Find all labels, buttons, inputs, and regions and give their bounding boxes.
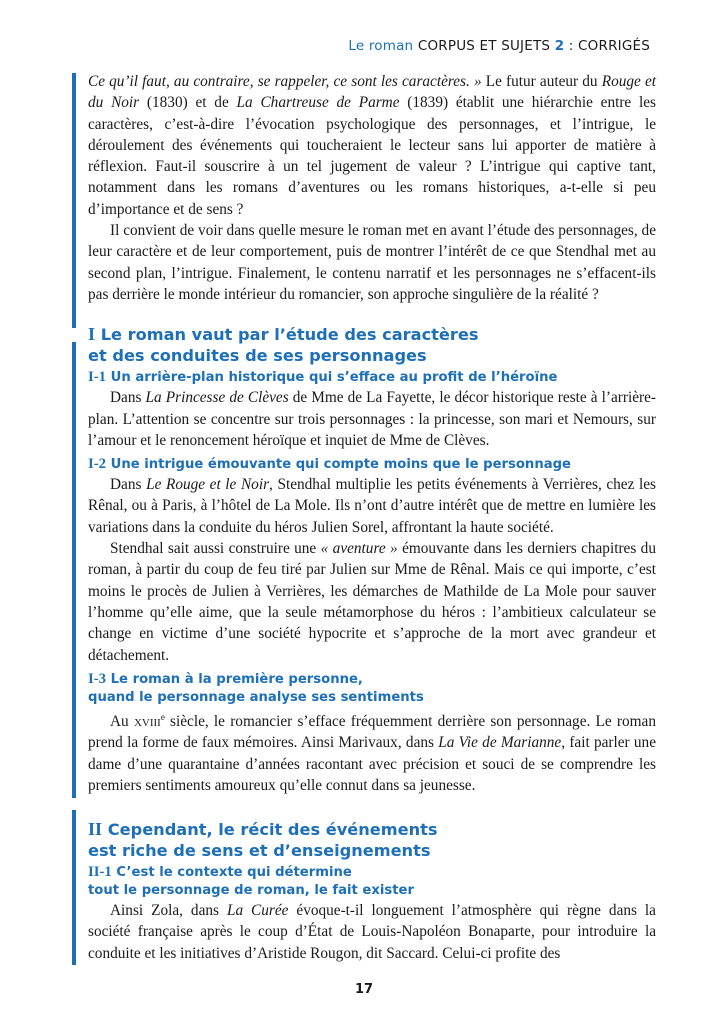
quoted-term: « aventure » — [320, 540, 398, 558]
header-section: Le roman — [348, 38, 414, 54]
subsection-heading: I-1 Un arrière-plan historique qui s’efface au profit de l’héroïne — [88, 369, 558, 386]
intro-margin-bar — [72, 73, 76, 328]
page-number: 17 — [354, 982, 374, 997]
body-paragraph: Dans La Princesse de Clèves de Mme de La Fayette, le décor historique reste à l’arrière-plan. L’attention se concentre sur trois personnages : la princesse, son mari et Nemours, sur l’amour et le renoncement héroïque et inquiet de Mme de Clèves. — [88, 389, 656, 449]
subsection-heading: I-3 Le roman à la première personne, quand le personnage analyse ses sentiments — [88, 670, 424, 705]
header-chapter: CORPUS ET SUJETS — [417, 38, 551, 54]
book-title: Rouge et du Noir — [88, 73, 656, 112]
book-title: La Chartreuse de Parme — [236, 94, 400, 112]
header-subtitle: : CORRIGÉS — [568, 38, 650, 54]
body-paragraph: Dans Le Rouge et le Noir, Stendhal multiplie les petits événements à Verrières, chez les Rênal, ou à Paris, à l’hôtel de La Mole. Ils n’ont d’autre intérêt que de mettre en lumière les variations dans la conduite du héros Julien Sorel, affrontant la haute société. — [88, 476, 656, 536]
subsection-heading: I-2 Une intrigue émouvante qui compte moins que le personnage — [88, 456, 571, 473]
century-numeral: xviii — [133, 712, 161, 730]
section2-margin-bar — [72, 810, 76, 965]
section-heading: II Cependant, le récit des événements est riche de sens et d’enseignements — [88, 819, 438, 861]
intro-plan-paragraph: Il convient de voir dans quelle mesure le roman met en avant l’étude des personnages, de leur caractère et de leur comportement, puis de montrer l’intérêt de ce que Stendhal met au second plan, l’intrigue. Finalement, le contenu narratif et les personnages ne s’effacent-ils pas derrière le monde intérieur du romancier, son approche singulière de la réalité ? — [88, 222, 656, 303]
running-header — [348, 38, 650, 54]
book-title: La Curée — [226, 902, 289, 920]
section-heading: I Le roman vaut par l’étude des caractères et des conduites de ses personnages — [88, 324, 479, 366]
book-title: La Vie de Marianne — [438, 734, 562, 752]
intro-quote: Ce qu’il faut, au contraire, se rappeler, ce sont les caractères. » — [88, 73, 482, 90]
body-paragraph: Au xviii$^e$ siècle, le romancier s’efface fréquemment derrière son personnage. Le roman prend la forme de faux mémoires. Ainsi Marivaux, dans La Vie de Marianne, fait parler une dame d’une quarantaine d’années racontant avec précision et souci de se comprendre les premiers sentiments amoureux qu’elle connut dans sa jeunesse. — [88, 711, 656, 794]
book-title: La Princesse de Clèves — [145, 389, 289, 407]
intro-paragraph: Ce qu’il faut, au contraire, se rappeler, ce sont les caractères. » Le futur auteur du Rouge et du Noir (1830) et de La Chartreuse de Parme (1839) établit une hiérarchie entre les caractères, c’est-à-dire l’évocation psychologique des personnages, et l’intrigue, le déroulement des événements qui toucheraient le lecteur sans lui apporter de matière à réflexion. Faut-il souscrire à un tel jugement de valeur ? L’intrigue qui captive tant, notamment dans les romans d’aventures ou les romans historiques, a-t-elle si peu d’importance et de sens ? — [88, 73, 656, 218]
page-body — [88, 71, 656, 964]
century-superscript: e — [160, 711, 165, 722]
header-chapter-number: 2 — [554, 38, 565, 54]
book-title: Le Rouge et le Noir — [146, 476, 270, 494]
body-paragraph: Ainsi Zola, dans La Curée évoque-t-il longuement l’atmosphère qui règne dans la société française après le coup d’État de Louis-Napoléon Bonaparte, pour introduire la conduite et les initiatives d’Aristide Rougon, dit Saccard. Celui-ci profite des — [88, 902, 656, 962]
section1-margin-bar — [72, 342, 76, 798]
body-paragraph: Stendhal sait aussi construire une « aventure » émouvante dans les derniers chapitres du roman, à partir du coup de feu tiré par Julien sur Mme de Rênal. Mais ce qui importe, c’est moins le procès de Julien à Verrières, les démarches de Mathilde de La Mole pour sauver l’homme qu’elle aime, que la seule métamorphose du héros : l’ambitieux calculateur se change en victime d’une société hypocrite et s’approche de la mort avec grandeur et détachement. — [88, 540, 656, 664]
subsection-heading: II-1 C’est le contexte qui détermine tout le personnage de roman, le fait exister — [88, 864, 414, 899]
